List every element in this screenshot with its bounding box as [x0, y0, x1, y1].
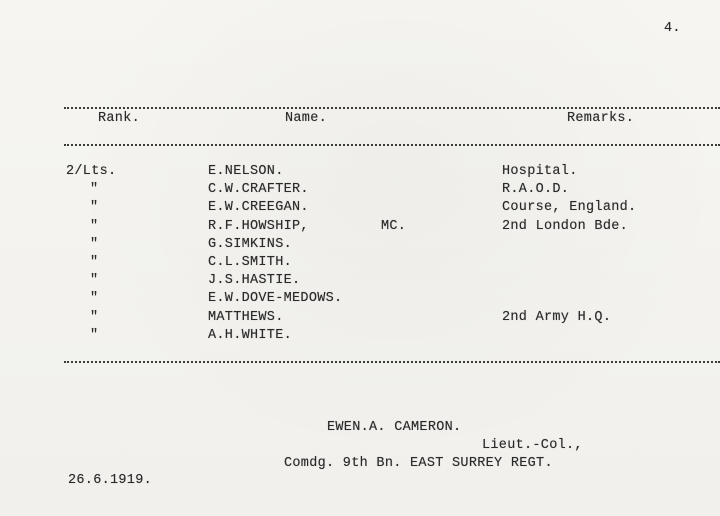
row-rank: "	[90, 273, 99, 289]
header-rule	[64, 144, 720, 146]
page-number: 4.	[664, 21, 681, 36]
row-name: E.NELSON.	[208, 164, 284, 179]
row-name: C.L.SMITH.	[208, 255, 293, 270]
row-name: J.S.HASTIE.	[208, 273, 301, 289]
row-rank: "	[90, 236, 99, 252]
row-rank: "	[90, 255, 99, 270]
row-name: E.W.DOVE-MEDOWS.	[208, 291, 343, 307]
table-row	[0, 272, 720, 290]
row-rank: "	[90, 327, 99, 343]
row-name: G.SIMKINS.	[208, 236, 293, 252]
row-remarks: Hospital.	[502, 164, 578, 179]
signature-name: EWEN.A. CAMERON.	[327, 420, 462, 435]
table-row	[0, 327, 720, 345]
top-rule	[64, 107, 720, 109]
row-name: R.F.HOWSHIP,	[208, 218, 309, 234]
table-row	[0, 290, 720, 308]
row-rank: "	[90, 291, 99, 307]
row-remarks: Course, England.	[502, 200, 637, 216]
row-rank: 2/Lts.	[66, 164, 117, 179]
signature-rank: Lieut.-Col.,	[482, 438, 583, 453]
table-row	[0, 254, 720, 272]
document-date: 26.6.1919.	[68, 473, 153, 488]
header-remarks: Remarks.	[567, 111, 635, 126]
table-row	[0, 163, 720, 181]
header-rank: Rank.	[98, 111, 141, 126]
row-rank: "	[90, 309, 99, 325]
row-rank: "	[90, 218, 99, 234]
row-remarks: 2nd Army H.Q.	[502, 309, 612, 325]
bottom-rule	[64, 361, 720, 363]
row-remarks: R.A.O.D.	[502, 182, 570, 198]
row-rank: "	[90, 200, 99, 216]
row-name: MATTHEWS.	[208, 309, 284, 325]
row-name: A.H.WHITE.	[208, 327, 293, 343]
signature-command: Comdg. 9th Bn. EAST SURREY REGT.	[284, 456, 553, 471]
table-row	[0, 218, 720, 236]
table-row	[0, 181, 720, 199]
row-award: MC.	[381, 218, 407, 234]
header-name: Name.	[285, 111, 328, 126]
row-name: C.W.CRAFTER.	[208, 182, 309, 198]
table-row	[0, 236, 720, 254]
row-rank: "	[90, 182, 99, 198]
table-row	[0, 309, 720, 327]
row-remarks: 2nd London Bde.	[502, 218, 629, 234]
row-name: E.W.CREEGAN.	[208, 200, 309, 216]
table-row	[0, 199, 720, 217]
